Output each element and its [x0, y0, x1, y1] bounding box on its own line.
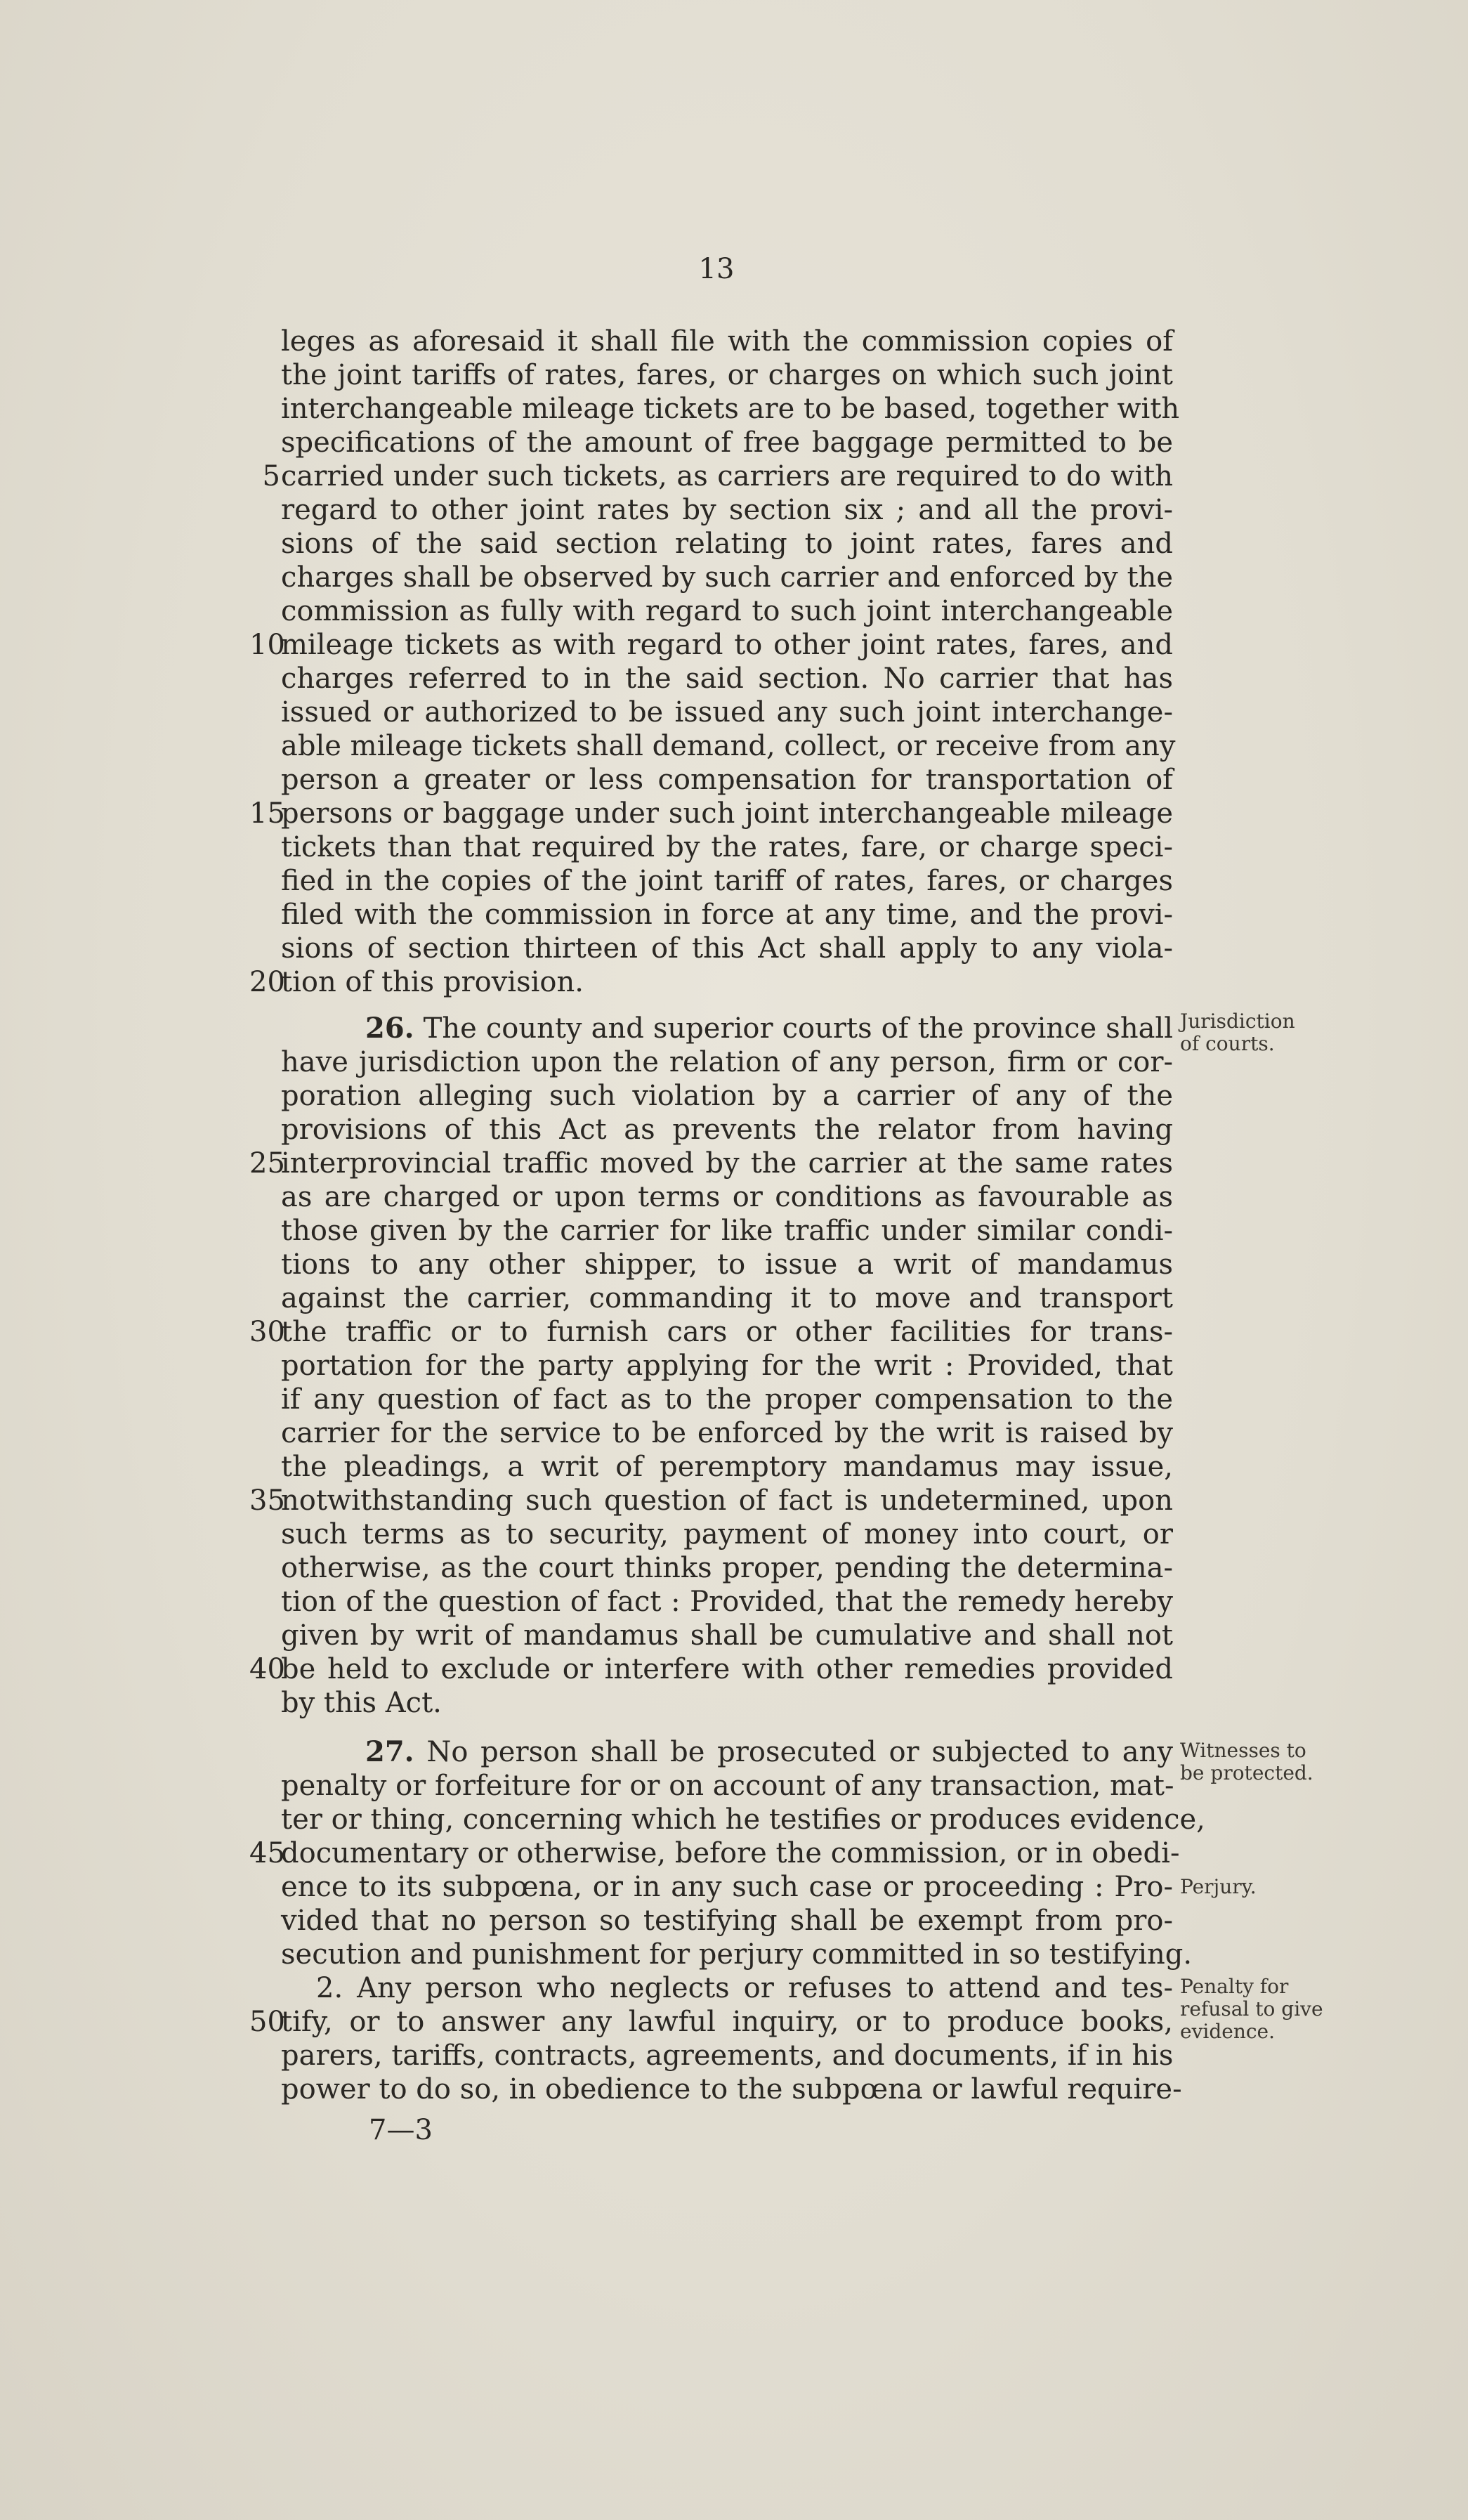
text-line-content: charges shall be observed by such carrier and enforced by the — [281, 561, 1173, 594]
text-line — [281, 662, 1173, 696]
text-line — [281, 1619, 1173, 1652]
marginal-note-perjury: Perjury. — [1180, 1875, 1257, 1898]
text-line — [281, 1450, 1173, 1484]
text-line-content: if any question of fact as to the proper compensation to the — [281, 1383, 1173, 1416]
text-line-content: commission as fully with regard to such joint interchangeable — [281, 595, 1173, 627]
text-line — [281, 1769, 1173, 1803]
text-line-content: filed with the commission in force at any time, and the provi- — [281, 899, 1173, 931]
signature-mark: 7—3 — [369, 2114, 433, 2146]
text-line — [281, 1803, 1205, 1836]
line-number: 40 — [249, 1653, 285, 1685]
text-line — [281, 2039, 1173, 2072]
line-number: 35 — [249, 1484, 285, 1517]
text-line-content: regard to other joint rates by section six ; and all the provi- — [281, 494, 1173, 526]
text-line-content: persons or baggage under such joint interchangeable mileage — [281, 797, 1173, 830]
text-line — [281, 426, 1173, 459]
text-line-content: given by writ of mandamus shall be cumulative and shall not — [281, 1619, 1173, 1652]
text-line-content: ence to its subpœna, or in any such case or proceeding : Pro- — [281, 1871, 1173, 1903]
text-line — [281, 1551, 1173, 1585]
text-line — [281, 1248, 1173, 1281]
text-line-content: specifications of the amount of free baggage permitted to be — [281, 426, 1173, 459]
text-line — [281, 1079, 1173, 1113]
text-line — [281, 1180, 1173, 1214]
line-number: 25 — [249, 1147, 285, 1180]
text-line-content: issued or authorized to be issued any such joint interchange- — [281, 696, 1173, 729]
text-line-content: by this Act. — [281, 1687, 442, 1719]
marginal-note-penalty: Penalty for refusal to give evidence. — [1180, 1975, 1323, 2043]
text-line — [281, 527, 1173, 561]
text-line-content: those given by the carrier for like traffic under similar condi- — [281, 1215, 1173, 1247]
text-line-content: tickets than that required by the rates, fare, or charge speci- — [281, 831, 1173, 863]
text-line-content: sions of section thirteen of this Act shall apply to any viola- — [281, 932, 1173, 965]
text-line-content: secution and punishment for perjury committed in so testifying. — [281, 1938, 1193, 1971]
text-line — [281, 325, 1173, 358]
text-line — [281, 1686, 1173, 1720]
line-number: 20 — [249, 966, 285, 998]
text-line — [316, 1971, 1173, 2005]
text-line-content: ter or thing, concerning which he testifies or produces evidence, — [281, 1803, 1205, 1836]
line-number: 50 — [249, 2006, 285, 2038]
text-line — [281, 696, 1173, 729]
text-line-content: tion of this provision. — [281, 966, 584, 998]
marginal-note-jurisdiction: Jurisdiction of courts. — [1180, 1010, 1295, 1055]
text-line-content: vided that no person so testifying shall be exempt from pro- — [281, 1905, 1173, 1937]
text-line-content: charges referred to in the said section. No carrier that has — [281, 662, 1173, 695]
text-line-content: such terms as to security, payment of money into court, or — [281, 1518, 1173, 1550]
text-line-content: notwithstanding such question of fact is undetermined, upon — [281, 1484, 1173, 1517]
text-line — [281, 864, 1173, 898]
text-line — [281, 1281, 1173, 1315]
text-line-content: carried under such tickets, as carriers are required to do with — [281, 460, 1173, 492]
text-line — [281, 830, 1173, 864]
text-line — [281, 1585, 1173, 1619]
section-number: 27. — [365, 1735, 414, 1768]
text-line-content: parers, tariffs, contracts, agreements, and documents, if in his — [281, 2039, 1174, 2072]
page-number: 13 — [698, 253, 735, 285]
text-line — [281, 459, 1173, 493]
line-number: 45 — [249, 1837, 285, 1869]
text-line-content: provisions of this Act as prevents the relator from having — [281, 1114, 1173, 1146]
text-line-content: No person shall be prosecuted or subjected to any — [426, 1736, 1173, 1768]
text-line-content: penalty or forfeiture for or on account of any transaction, mat- — [281, 1770, 1174, 1802]
text-line — [281, 1416, 1173, 1450]
text-line — [281, 2005, 1173, 2039]
text-line-content: leges as aforesaid it shall file with the commission copies of — [281, 325, 1173, 358]
text-line — [281, 797, 1173, 830]
text-line-content: able mileage tickets shall demand, collect, or receive from any — [281, 730, 1176, 762]
text-line — [281, 965, 1173, 999]
text-line-content: as are charged or upon terms or conditions as favourable as — [281, 1181, 1173, 1213]
text-line-content: interchangeable mileage tickets are to be based, together with — [281, 393, 1180, 425]
text-line-content: mileage tickets as with regard to other joint rates, fares, and — [281, 629, 1173, 661]
text-line-content: 2. Any person who neglects or refuses to attend and tes- — [316, 1972, 1173, 2004]
section-number: 26. — [365, 1012, 414, 1045]
text-line — [281, 1045, 1173, 1079]
text-line — [281, 1652, 1173, 1686]
text-line — [281, 1938, 1193, 1971]
text-line — [281, 1349, 1173, 1383]
text-line — [281, 358, 1173, 392]
text-line-content: carrier for the service to be enforced by the writ is raised by — [281, 1417, 1173, 1449]
line-number: 10 — [249, 629, 285, 661]
text-line — [365, 1012, 1173, 1045]
text-line-content: interprovincial traffic moved by the carrier at the same rates — [281, 1147, 1173, 1180]
text-line — [281, 628, 1173, 662]
text-line — [281, 1315, 1173, 1349]
text-line-content: person a greater or less compensation for transportation of — [281, 764, 1173, 796]
text-line — [281, 763, 1173, 797]
text-line — [281, 1147, 1173, 1180]
text-line — [365, 1735, 1173, 1769]
text-line — [281, 561, 1173, 594]
line-number: 30 — [249, 1316, 285, 1348]
text-line-content: sions of the said section relating to joint rates, fares and — [281, 528, 1173, 560]
text-line — [281, 392, 1180, 426]
line-number: 5 — [262, 460, 280, 492]
text-line — [281, 1383, 1173, 1416]
text-line — [281, 1836, 1180, 1870]
text-line-content: tify, or to answer any lawful inquiry, or to produce books, — [281, 2006, 1173, 2038]
text-line-content: be held to exclude or interfere with other remedies provided — [281, 1653, 1173, 1685]
text-line-content: the joint tariffs of rates, fares, or charges on which such joint — [281, 359, 1173, 391]
line-number: 15 — [249, 797, 285, 830]
text-line-content: The county and superior courts of the province shall — [423, 1012, 1174, 1045]
text-line — [281, 1517, 1173, 1551]
text-line — [281, 493, 1173, 527]
text-line — [281, 729, 1176, 763]
text-line — [281, 1870, 1173, 1904]
text-line-content: otherwise, as the court thinks proper, pending the determina- — [281, 1552, 1173, 1584]
text-line-content: the pleadings, a writ of peremptory mandamus may issue, — [281, 1451, 1173, 1483]
text-line — [281, 1484, 1173, 1517]
text-line-content: fied in the copies of the joint tariff of rates, fares, or charges — [281, 865, 1173, 897]
text-line-content: have jurisdiction upon the relation of any person, firm or cor- — [281, 1046, 1173, 1078]
text-line-content: power to do so, in obedience to the subpœna or lawful require- — [281, 2073, 1182, 2106]
text-line — [281, 1113, 1173, 1147]
text-line-content: portation for the party applying for the writ : Provided, that — [281, 1350, 1173, 1382]
text-line — [281, 898, 1173, 932]
text-line-content: tion of the question of fact : Provided, that the remedy hereby — [281, 1586, 1173, 1618]
text-line — [281, 594, 1173, 628]
text-line-content: the traffic or to furnish cars or other facilities for trans- — [281, 1316, 1173, 1348]
text-line-content: tions to any other shipper, to issue a writ of mandamus — [281, 1248, 1173, 1281]
marginal-note-witnesses: Witnesses to be protected. — [1180, 1739, 1313, 1784]
text-line — [281, 1214, 1173, 1248]
text-line — [281, 2072, 1182, 2106]
text-line-content: against the carrier, commanding it to move and transport — [281, 1282, 1173, 1314]
text-line-content: documentary or otherwise, before the commission, or in obedi- — [281, 1837, 1180, 1869]
text-line — [281, 932, 1173, 965]
text-line — [281, 1904, 1173, 1938]
text-line-content: poration alleging such violation by a carrier of any of the — [281, 1080, 1173, 1112]
